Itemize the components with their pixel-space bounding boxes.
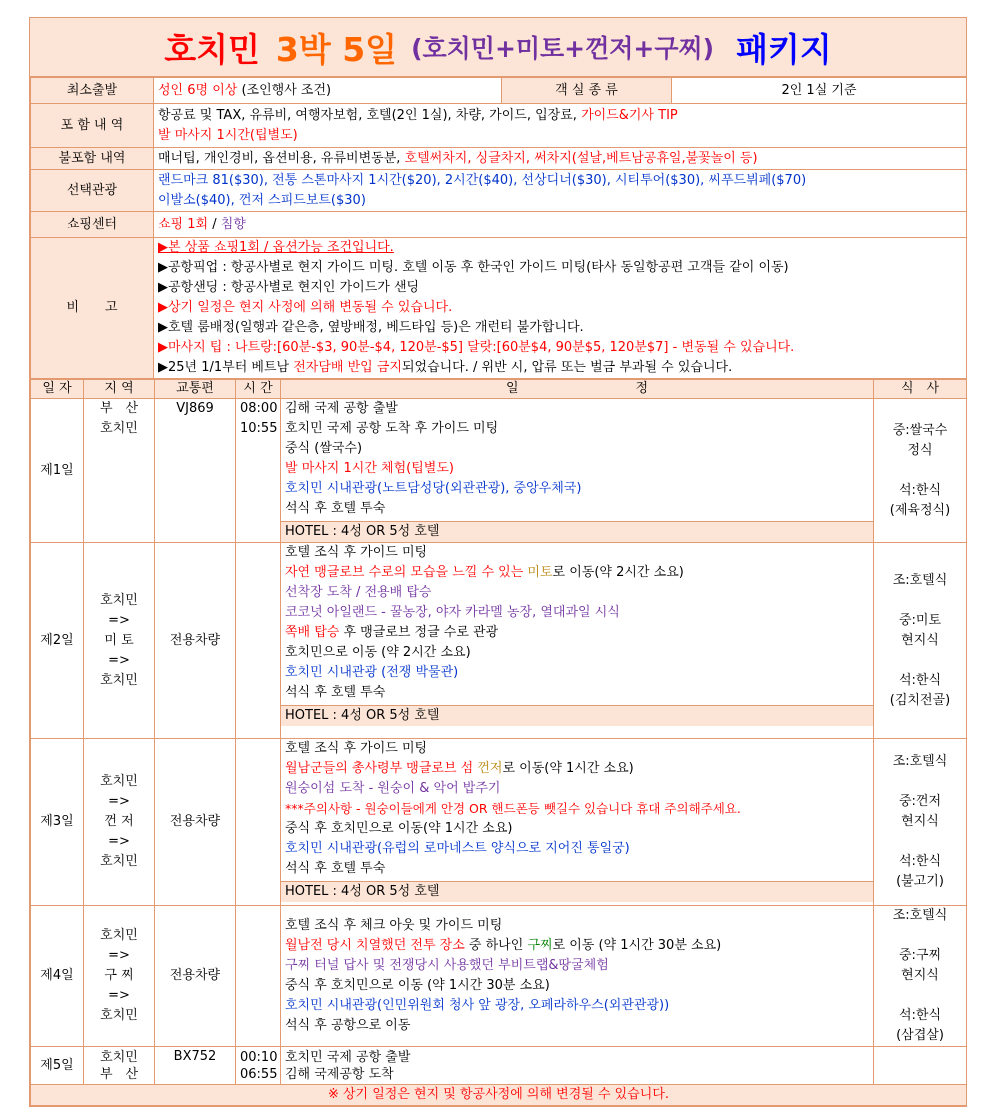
day-label: 제3일 xyxy=(31,739,84,906)
day-meals: 조:호텔식 중:미토 현지식 석:한식 (김치전골) xyxy=(874,543,967,739)
footer-note: ※ 상기 일정은 현지 및 항공사정에 의해 변경될 수 있습니다. xyxy=(31,1085,967,1106)
itinerary-place: 미토 xyxy=(527,565,553,580)
day-meals: 중:쌀국수 정식 석:한식 (제육정식) xyxy=(874,399,967,543)
itinerary-item: 로 이동(약 2시간 소요) xyxy=(552,565,684,580)
title-city: 호치민 xyxy=(164,29,260,69)
excluded-value xyxy=(154,148,967,170)
day-transport: 전용차량 xyxy=(155,543,236,739)
remark-7a: ▶25년 1/1부터 베트남 xyxy=(158,360,294,375)
shopping-row xyxy=(31,212,967,238)
included-tip: 가이드&기사 TIP xyxy=(581,107,678,123)
day-row-1 xyxy=(31,399,967,543)
optional-label: 선택관광 xyxy=(31,170,154,212)
optional-line-1: 랜드마크 81($30), 전통 스톤마사지 1시간($20), 2시간($40), 선상디너($30), 시티투어($30), 씨푸드뷔페($70) xyxy=(158,172,807,188)
shopping-sep: / xyxy=(208,216,221,232)
itinerary-item: 발 마사지 1시간 체험(팁별도) xyxy=(285,461,454,476)
shopping-count: 쇼핑 1회 xyxy=(158,216,209,232)
itinerary-item: 코코넛 아일랜드 - 꿀농장, 야자 카라멜 농장, 열대과일 시식 xyxy=(285,605,620,620)
day-time xyxy=(236,739,281,906)
header-transport: 교통편 xyxy=(155,380,236,399)
excluded-label: 불포함 내역 xyxy=(31,148,154,170)
min-departure-row xyxy=(31,78,967,104)
hotel-line: HOTEL : 4성 OR 5성 호텔 xyxy=(281,521,873,542)
itinerary-item: 호치민 시내관광(유럽의 로마네스트 양식으로 지어진 통일궁) xyxy=(285,841,630,856)
day-region: 호치민 => 껀 저 => 호치민 xyxy=(84,739,155,906)
optional-row xyxy=(31,170,967,212)
day-itinerary xyxy=(281,1047,874,1085)
shopping-item: 침향 xyxy=(220,216,246,232)
itinerary-item: 김해 국제 공항 출발 xyxy=(285,401,398,416)
package-title xyxy=(30,18,966,77)
included-massage: 발 마사지 1시간(팁별도) xyxy=(158,127,298,143)
min-departure-main: 성인 6명 이상 xyxy=(158,82,238,98)
room-type-label: 객 실 종 류 xyxy=(502,78,672,104)
itinerary-item: 중 하나인 xyxy=(464,938,528,953)
day-region: 호치민 부 산 xyxy=(84,1047,155,1085)
itinerary-item: 월남전 당시 치열했던 전투 장소 xyxy=(285,938,465,953)
day-time: 00:10 06:55 xyxy=(236,1047,281,1085)
itinerary-item: 월남군들의 총사령부 맹글로브 섬 xyxy=(285,761,478,776)
included-value xyxy=(154,104,967,148)
itinerary-item: 쪽배 탑승 xyxy=(285,625,340,640)
day-row-3 xyxy=(31,739,967,906)
itinerary-item: 호치민으로 이동 (약 2시간 소요) xyxy=(285,645,471,660)
itinerary-item: 호치민 시내관광 (전쟁 박물관) xyxy=(285,665,459,680)
min-departure-note: (조인행사 조건) xyxy=(237,82,332,98)
remark-2: ▶공항픽업 : 항공사별로 현지 가이드 미팅. 호텔 이동 후 한국인 가이드 미팅(타사 동일항공편 고객들 같이 이동) xyxy=(158,260,789,275)
header-time: 시 간 xyxy=(236,380,281,399)
day-time: 08:00 10:55 xyxy=(236,399,281,543)
min-departure-label: 최소출발 xyxy=(31,78,154,104)
remark-4: ▶상기 일정은 현지 사정에 의해 변동될 수 있습니다. xyxy=(158,300,453,315)
day-time xyxy=(236,906,281,1047)
day-time xyxy=(236,543,281,739)
itinerary-item: 석식 후 호텔 투숙 xyxy=(285,861,386,876)
itinerary-place: 껀저 xyxy=(477,761,503,776)
itinerary-item: 자연 맹글로브 수로의 모습을 느낄 수 있는 xyxy=(285,565,528,580)
itinerary-item: 호텔 조식 후 가이드 미팅 xyxy=(285,741,428,756)
day-label: 제1일 xyxy=(31,399,84,543)
itinerary-item: 석식 후 호텔 투숙 xyxy=(285,501,386,516)
shopping-label: 쇼핑센터 xyxy=(31,212,154,238)
itinerary-sheet xyxy=(29,17,967,1107)
included-label: 포 함 내 역 xyxy=(31,104,154,148)
itinerary-item: 석식 후 호텔 투숙 xyxy=(285,685,386,700)
day-region: 부 산 호치민 xyxy=(84,399,155,543)
itinerary-item: 김해 국제공항 도착 xyxy=(285,1066,394,1082)
info-table xyxy=(30,77,967,379)
itinerary-item: 호치민 시내관광(인민위원회 청사 앞 광장, 오페라하우스(외관관광)) xyxy=(285,998,670,1013)
optional-line-2: 이발소($40), 껀저 스피드보트($30) xyxy=(158,192,366,208)
day-region: 호치민 => 미 토 => 호치민 xyxy=(84,543,155,739)
header-region: 지 역 xyxy=(84,380,155,399)
day-transport: 전용차량 xyxy=(155,906,236,1047)
itinerary-item: 로 이동 (약 1시간 30분 소요) xyxy=(552,938,722,953)
itinerary-item: 호텔 조식 후 가이드 미팅 xyxy=(285,545,428,560)
remark-7b: 전자담배 반입 금지 xyxy=(293,360,402,375)
remark-5: ▶호텔 룸배정(일행과 같은층, 옆방배정, 베드타입 등)은 개런티 불가합니다. xyxy=(158,320,584,335)
remark-6: ▶마사지 팁 : 나트랑:[60분-$3, 90분-$4, 120분-$5] 달랏:[60분$4, 90분$5, 120분$7] - 변동될 수 있습니다. xyxy=(158,340,795,355)
itinerary-item: 후 맹글로브 정글 수로 관광 xyxy=(339,625,499,640)
title-route: (호치민+미토+껀저+구찌) xyxy=(411,34,715,63)
remarks-row xyxy=(31,238,967,379)
footer-row xyxy=(31,1085,967,1106)
itinerary-item: 호치민 시내관광(노트담성당(외관관광), 중앙우체국) xyxy=(285,481,582,496)
itinerary-item: 호치민 국제 공항 출발 xyxy=(285,1049,411,1065)
remarks-value xyxy=(154,238,967,379)
day-itinerary xyxy=(281,399,874,543)
shopping-value xyxy=(154,212,967,238)
itinerary-item: 호텔 조식 후 체크 아웃 및 가이드 미팅 xyxy=(285,918,503,933)
day-transport: 전용차량 xyxy=(155,739,236,906)
day-label: 제2일 xyxy=(31,543,84,739)
excluded-surcharge: 호텔써차지, 싱글차지, 써차지(설날,베트남공휴일,불꽃놀이 등) xyxy=(404,150,758,166)
day-transport: VJ869 xyxy=(155,399,236,543)
header-meals: 식 사 xyxy=(874,380,967,399)
day-itinerary xyxy=(281,543,874,739)
day-itinerary xyxy=(281,739,874,906)
room-type-value: 2인 1실 기준 xyxy=(672,78,967,104)
itinerary-item: 석식 후 공항으로 이동 xyxy=(285,1018,411,1033)
included-row xyxy=(31,104,967,148)
hotel-line: HOTEL : 4성 OR 5성 호텔 xyxy=(281,881,873,902)
itinerary-warning: ***주의사항 - 원숭이들에게 안경 OR 핸드폰등 뺏길수 있습니다 휴대 주의해주세요. xyxy=(285,801,741,816)
itinerary-item: 구찌 터널 답사 및 전쟁당시 사용했던 부비트랩&땅굴체험 xyxy=(285,958,609,973)
header-itinerary: 일 정 xyxy=(281,380,874,399)
schedule-table xyxy=(30,379,967,1106)
optional-value xyxy=(154,170,967,212)
day-itinerary xyxy=(281,906,874,1047)
day-row-2 xyxy=(31,543,967,739)
excluded-text: 매너팁, 개인경비, 옵션비용, 유류비변동분, xyxy=(158,150,405,166)
day-meals xyxy=(874,1047,967,1085)
schedule-header-row xyxy=(31,380,967,399)
day-region: 호치민 => 구 찌 => 호치민 xyxy=(84,906,155,1047)
included-text: 항공료 및 TAX, 유류비, 여행자보험, 호텔(2인 1실), 차량, 가이드, 입장료, xyxy=(158,107,582,123)
day-label: 제5일 xyxy=(31,1047,84,1085)
title-duration: 3박 5일 xyxy=(275,29,398,69)
min-departure-value xyxy=(154,78,502,104)
itinerary-item: 중식 (쌀국수) xyxy=(285,441,363,456)
day-row-4 xyxy=(31,906,967,1047)
remark-7c: 되었습니다. / 위반 시, 압류 또는 벌금 부과될 수 있습니다. xyxy=(401,360,733,375)
itinerary-item: 로 이동(약 1시간 소요) xyxy=(502,761,634,776)
remark-1: ▶본 상품 쇼핑1회 / 옵션가능 조건입니다. xyxy=(158,240,394,255)
title-package: 패키지 xyxy=(736,29,832,69)
itinerary-item: 중식 후 호치민으로 이동 (약 1시간 30분 소요) xyxy=(285,978,550,993)
day-transport: BX752 xyxy=(155,1047,236,1085)
itinerary-item: 원숭이섬 도착 - 원숭이 & 악어 밥주기 xyxy=(285,781,501,796)
itinerary-item: 선착장 도착 / 전용배 탑승 xyxy=(285,585,432,600)
header-day: 일 자 xyxy=(31,380,84,399)
hotel-line: HOTEL : 4성 OR 5성 호텔 xyxy=(281,705,873,726)
remarks-label: 비 고 xyxy=(31,238,154,379)
itinerary-item: 호치민 국제 공항 도착 후 가이드 미팅 xyxy=(285,421,499,436)
day-row-5 xyxy=(31,1047,967,1085)
remark-3: ▶공항샌딩 : 항공사별로 현지인 가이드가 샌딩 xyxy=(158,280,420,295)
excluded-row xyxy=(31,148,967,170)
itinerary-place: 구찌 xyxy=(527,938,553,953)
day-meals: 조:호텔식 중:껀저 현지식 석:한식 (불고기) xyxy=(874,739,967,906)
day-label: 제4일 xyxy=(31,906,84,1047)
day-meals: 조:호텔식 중:구찌 현지식 석:한식 (삼겹살) xyxy=(874,906,967,1047)
itinerary-item: 중식 후 호치민으로 이동(약 1시간 소요) xyxy=(285,821,513,836)
